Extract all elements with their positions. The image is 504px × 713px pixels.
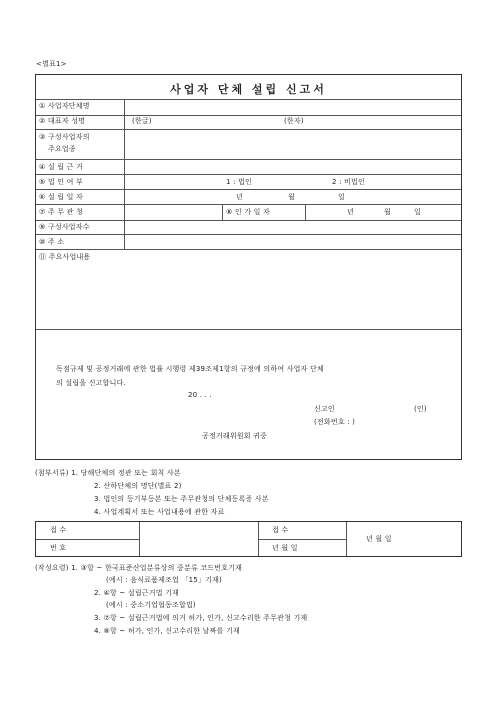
- label-member-count: ⑨ 구성사업자수: [39, 223, 90, 231]
- permit-day: 일: [414, 208, 421, 216]
- form-title: 사업자 단체 설립 신고서: [170, 83, 327, 96]
- phone-label: (전화번호 : ): [314, 418, 356, 426]
- label-corp-status: ⑤ 법 인 여 부: [39, 178, 84, 186]
- permit-month: 월: [384, 208, 391, 216]
- declaration-line-2: 의 설립을 신고합니다.: [56, 379, 126, 387]
- form-tag: <별표1>: [36, 60, 67, 68]
- attachments-header: (첨부서류) 1. 당해단체의 정관 또는 회칙 사본: [35, 469, 181, 477]
- label-org-name: ① 사업자단체명: [39, 102, 90, 110]
- declaration-line-1: 독점규제 및 공정거래에 관한 법률 시행령 제39조제1항의 규정에 의하여 사업자 단체: [56, 365, 324, 373]
- label-rep-name: ② 대표자 성명: [39, 117, 86, 125]
- label-member-business: ③ 구성사업자의: [39, 133, 90, 141]
- receipt-box: [35, 521, 462, 557]
- rep-hanja-hint: (한자): [284, 117, 304, 125]
- instruction-line: 3. ⑦항 ~ 설립근거법에 의거 허가, 인가, 신고수리한 주무관청 기재: [94, 614, 308, 622]
- receipt-number-label: 접 수: [50, 526, 67, 534]
- est-year: 년: [236, 193, 243, 201]
- attachment-item: 2. 산하단체의 명단(별표 2): [94, 482, 182, 490]
- attachment-item: 3. 법인의 등기부등본 또는 주무관청의 단체등록증 사본: [94, 495, 269, 503]
- instructions-header: (작성요령) 1. ③항 ~ 한국표준산업분류상의 중분류 코드번호기재: [35, 564, 243, 572]
- label-legal-basis: ④ 설 립 근 거: [39, 163, 84, 171]
- declaration-form: [35, 74, 462, 460]
- corp-option-yes[interactable]: 1 : 법인: [226, 178, 252, 186]
- declaration-date: 20 . . .: [188, 391, 212, 399]
- est-month: 월: [288, 193, 295, 201]
- applicant-label: 신고인: [314, 405, 335, 413]
- receipt-number-label-2: 번 호: [50, 544, 67, 552]
- est-day: 일: [338, 193, 345, 201]
- seal-mark: (인): [414, 405, 427, 413]
- label-permit-date: ⑧ 인 가 일 자: [226, 208, 271, 216]
- label-authority: ⑦ 주 무 관 청: [39, 208, 84, 216]
- permit-year: 년: [347, 208, 354, 216]
- label-est-date: ⑥ 설 립 일 자: [39, 193, 84, 201]
- instruction-line: 4. ⑧항 ~ 허가, 인가, 신고수리한 날짜를 기재: [94, 627, 240, 635]
- recipient-label: 공정거래위원회 귀중: [202, 432, 268, 440]
- instruction-line: (예시 : 음식료품제조업 「15」기재): [106, 576, 222, 584]
- instruction-line: 2. ④항 ~ 설립근거법 기재: [94, 589, 180, 597]
- label-member-business-2: 주요업종: [48, 145, 76, 153]
- receipt-date-value: 년 월 일: [366, 535, 392, 543]
- receipt-date-label-2: 년 월 일: [272, 544, 298, 552]
- rep-korean-hint: (한글): [132, 117, 152, 125]
- instruction-line: (예시 : 중소기업협동조합법): [106, 601, 196, 609]
- corp-option-no[interactable]: 2 : 비법인: [332, 178, 365, 186]
- label-address: ⑩ 주 소: [39, 238, 65, 246]
- attachment-item: 4. 사업계획서 또는 사업내용에 관한 자료: [94, 508, 225, 516]
- label-main-business: ⑪ 주요사업내용: [39, 253, 91, 261]
- receipt-date-label: 접 수: [272, 526, 289, 534]
